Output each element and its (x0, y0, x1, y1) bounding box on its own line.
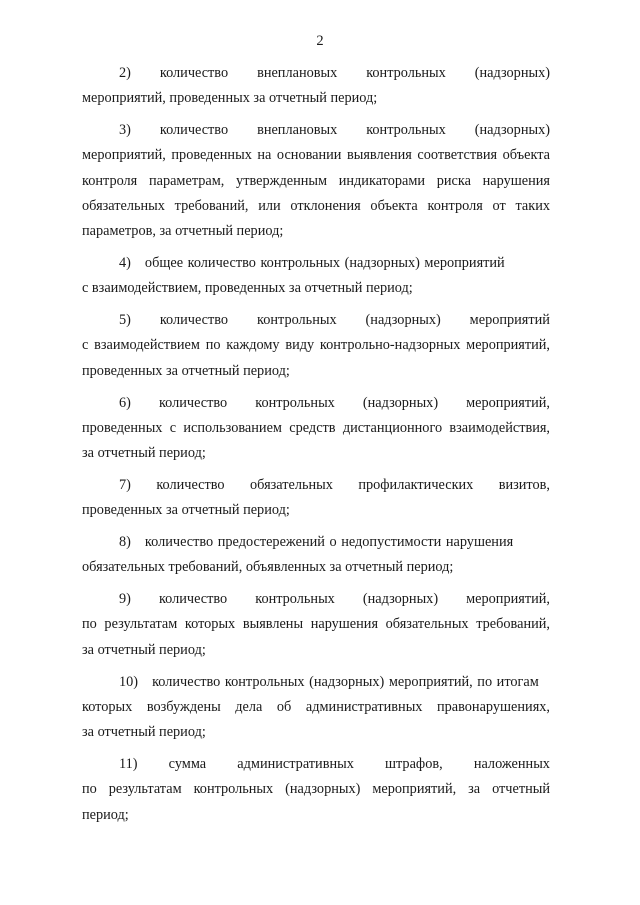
list-item-word: административных (237, 755, 354, 772)
list-item-line: проведенных за отчетный период; (82, 362, 290, 379)
list-item-word: внеплановых (257, 65, 338, 81)
list-item-word: внеплановых (257, 122, 338, 139)
list-item (82, 530, 550, 581)
list-item-number: 6) (119, 394, 131, 411)
list-item-word: штрафов, (385, 755, 443, 772)
list-item-number: 8) (119, 534, 131, 551)
list-item-word: количество (158, 394, 228, 411)
list-item-number: 3) (119, 122, 131, 139)
list-item-word: мероприятий (469, 312, 550, 329)
list-item-line: обязательных требований, объявленных за отчетный период; (82, 559, 454, 576)
list-item-word: контрольных (366, 122, 446, 139)
list-item-number: 11) (119, 755, 138, 772)
list-item-line: параметров, за отчетный период; (82, 223, 284, 240)
list-item-word: визитов, (498, 476, 550, 493)
list-item-first-line (82, 752, 550, 777)
list-item-word: (надзорных) (474, 122, 550, 139)
list-item-word: количество (159, 65, 229, 81)
list-item-word: (надзорных) (365, 312, 441, 329)
list-item-first-line (82, 530, 550, 555)
list-item-line: мероприятий, проведенных за отчетный период; (82, 90, 378, 107)
list-item (82, 587, 550, 663)
list-item-word: контрольных (257, 312, 337, 329)
list-item-line: контроля параметрам, утвержденным индикаторами риска нарушения (82, 172, 550, 189)
list-item (82, 473, 550, 524)
list-item-word: контрольных (366, 65, 446, 81)
list-item-number: 4) (119, 255, 131, 272)
list-item-word: мероприятий, (466, 394, 550, 411)
document-body (82, 61, 550, 834)
list-item-word: обязательных (250, 476, 333, 493)
list-item-line: мероприятий, проведенных на основании выявления соответствия объекта (82, 147, 550, 164)
list-item (82, 391, 550, 467)
list-item-first-line (82, 587, 550, 612)
list-item (82, 670, 550, 746)
list-item-word: контрольных (255, 394, 335, 411)
list-item-word: количество (158, 591, 228, 608)
list-item-line: за отчетный период; (82, 724, 206, 741)
list-item-word: количество (159, 312, 229, 329)
list-item (82, 61, 550, 112)
list-item-line: с взаимодействием, проведенных за отчетный период; (82, 280, 413, 297)
list-item-line: обязательных требований, или отклонения объекта контроля от таких (82, 197, 550, 214)
list-item-word: контрольных (255, 591, 335, 608)
list-item (82, 308, 550, 384)
list-item-line: проведенных за отчетный период; (82, 502, 290, 519)
list-item-word: (надзорных) (362, 394, 439, 411)
list-item-first-text: количество контрольных (надзорных) мероприятий, по итогам (152, 673, 539, 690)
list-item-word: профилактических (358, 476, 474, 493)
list-item-number: 5) (119, 312, 131, 329)
list-item-word: (надзорных) (474, 65, 550, 81)
list-item-line: которых возбуждены дела об административных правонарушениях, (82, 698, 550, 715)
list-item-first-line (82, 391, 550, 416)
list-item-word: количество (156, 476, 225, 493)
list-item-line: по результатам контрольных (надзорных) мероприятий, за отчетный (82, 781, 550, 798)
list-item (82, 118, 550, 244)
list-item-word: наложенных (473, 755, 550, 772)
page-number: 2 (316, 33, 324, 49)
list-item (82, 752, 550, 828)
list-item (82, 251, 550, 302)
list-item-line: за отчетный период; (82, 641, 206, 658)
list-item-number: 2) (119, 65, 131, 81)
list-item-first-text: количество предостережений о недопустимости нарушения (144, 534, 514, 551)
list-item-line: проведенных с использованием средств дистанционного взаимодействия, (82, 419, 550, 436)
list-item-word: количество (159, 122, 229, 139)
list-item-first-line (82, 61, 550, 86)
list-item-word: (надзорных) (362, 591, 439, 608)
list-item-number: 10) (119, 673, 139, 690)
list-item-first-line (82, 118, 550, 143)
list-item-first-text: общее количество контрольных (надзорных) мероприятий (144, 255, 505, 272)
list-item-word: сумма (168, 755, 207, 772)
list-item-first-line (82, 670, 550, 695)
list-item-first-line (82, 251, 550, 276)
list-item-line: период; (82, 806, 129, 823)
list-item-line: по результатам которых выявлены нарушения обязательных требований, (82, 616, 550, 633)
list-item-first-line (82, 308, 550, 333)
list-item-line: с взаимодействием по каждому виду контрольно-надзорных мероприятий, (82, 337, 550, 354)
list-item-first-line (82, 473, 550, 498)
list-item-number: 7) (119, 476, 131, 493)
list-item-line: за отчетный период; (82, 445, 206, 462)
list-item-number: 9) (119, 591, 131, 608)
list-item-word: мероприятий, (466, 591, 550, 608)
